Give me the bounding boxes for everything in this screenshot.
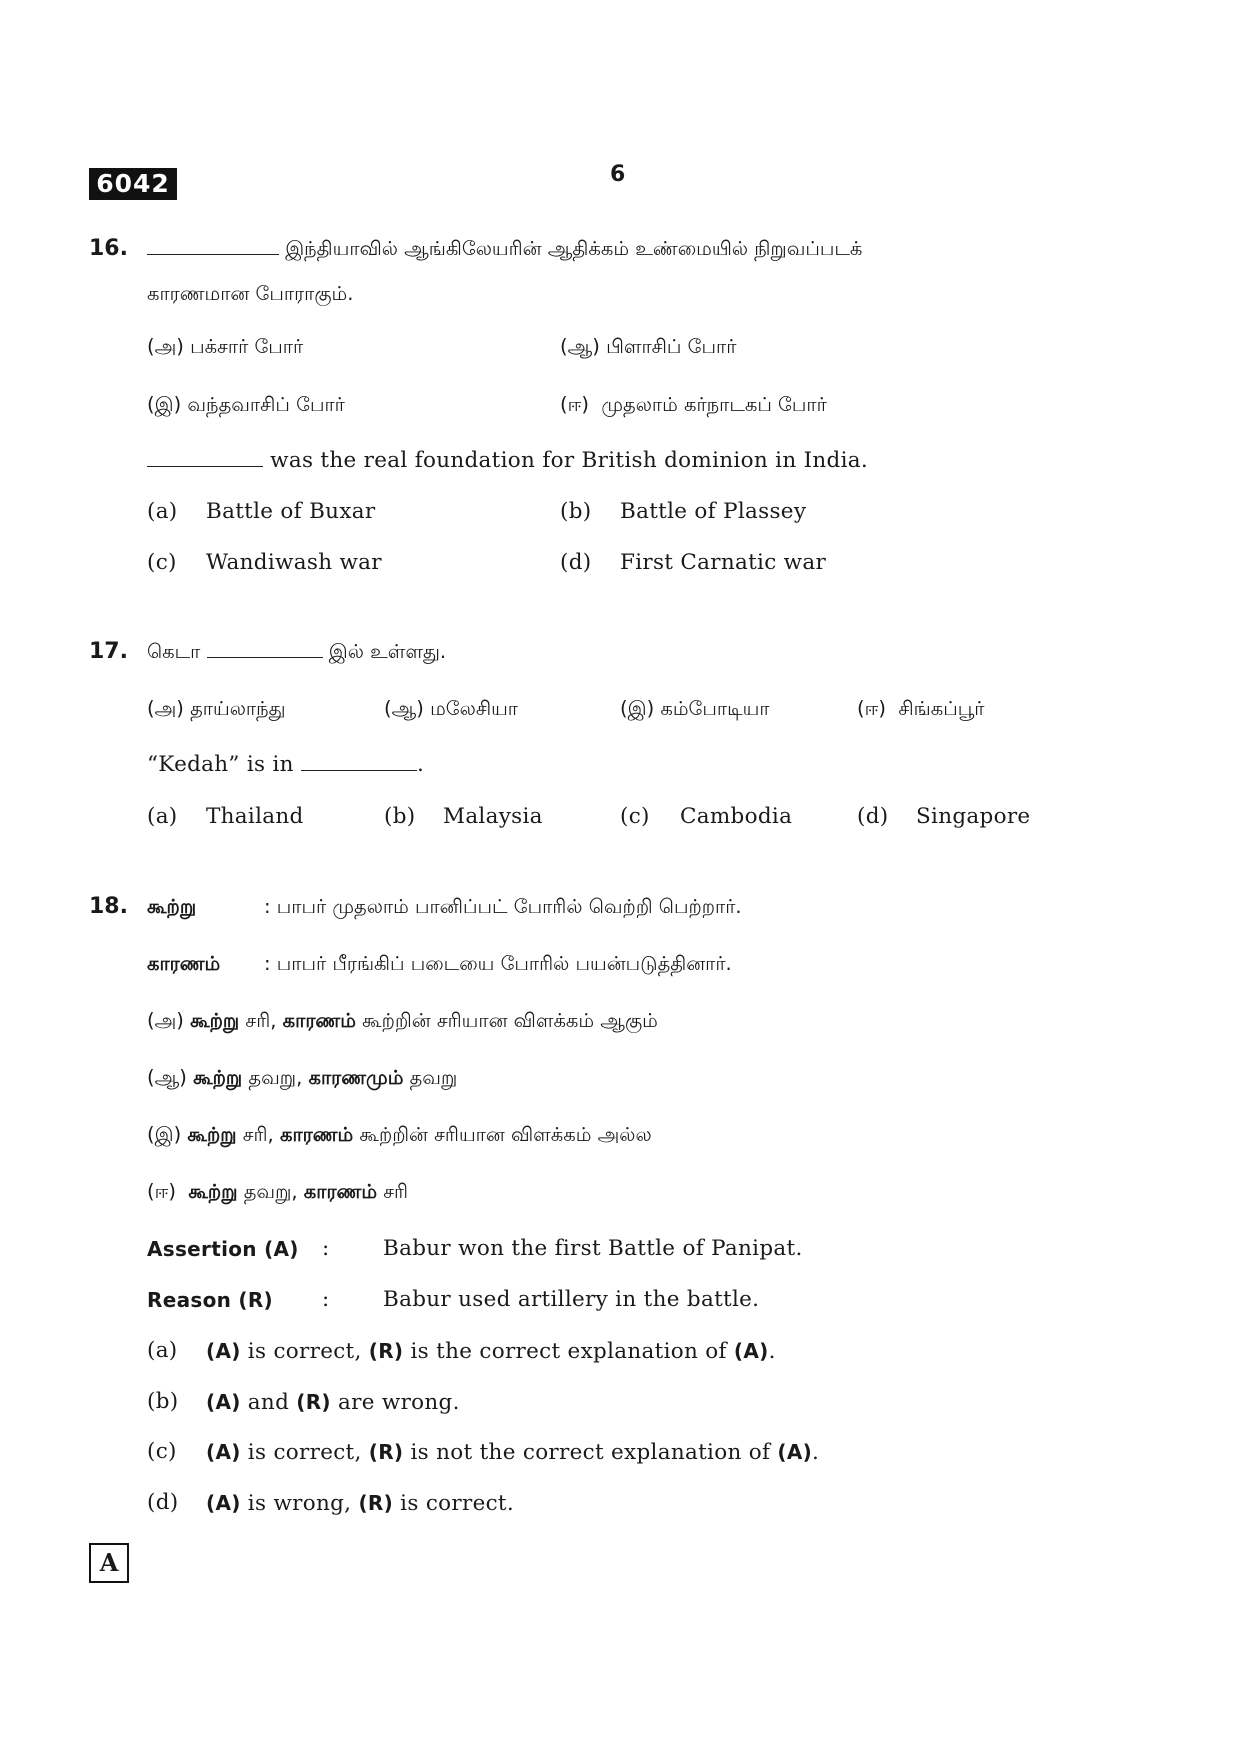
reason-tamil-text: : பாபர் பீரங்கிப் படையை போரில் பயன்படுத்தினார். xyxy=(264,952,732,975)
q17-ta-option-a: (அ) தாய்லாந்து xyxy=(147,697,286,720)
reason-english-text: Babur used artillery in the battle. xyxy=(383,1287,760,1312)
q18-en-option-b-label: (b) xyxy=(147,1389,179,1414)
option-text-run: and xyxy=(240,1390,297,1415)
option-text-run: is correct. xyxy=(393,1491,515,1516)
bold-reference: (R) xyxy=(358,1491,394,1515)
option-text-run: . xyxy=(768,1339,776,1364)
bold-reference: (R) xyxy=(296,1390,331,1414)
q17-en-option-d-label: (d) xyxy=(857,804,889,829)
q16-en-option-b: Battle of Plassey xyxy=(620,499,807,524)
question-16-number: 16. xyxy=(89,236,128,261)
assertion-english-label: Assertion (A) xyxy=(147,1237,299,1261)
page-number: 6 xyxy=(610,162,626,187)
q17-en-option-c-label: (c) xyxy=(620,804,650,829)
q18-en-option-c xyxy=(206,1437,819,1468)
q17-ta-option-b: (ஆ) மலேசியா xyxy=(384,697,518,720)
q17-en-option-a: Thailand xyxy=(206,804,304,829)
q18-en-option-d xyxy=(206,1488,514,1519)
question-17-tamil: கெடா இல் உள்ளது. xyxy=(147,640,447,663)
assertion-tamil-label: கூற்று xyxy=(147,895,197,918)
q16-en-option-c-label: (c) xyxy=(147,550,177,575)
answer-blank xyxy=(147,236,279,255)
bold-reference: (R) xyxy=(368,1440,404,1464)
q16-en-option-c: Wandiwash war xyxy=(206,550,382,575)
q16-en-option-a-label: (a) xyxy=(147,499,178,524)
q17-en-option-d: Singapore xyxy=(916,804,1031,829)
q17-en-option-a-label: (a) xyxy=(147,804,178,829)
answer-blank xyxy=(207,639,323,658)
reason-colon: : xyxy=(322,1287,330,1312)
bold-reference: (A) xyxy=(733,1339,769,1363)
question-16-english: was the real foundation for British dominion in India. xyxy=(147,446,868,476)
q18-ta-option-d: (ஈ) கூற்று தவறு, காரணம் சரி xyxy=(147,1180,409,1203)
question-16-tamil-line2: காரணமான போராகும். xyxy=(147,282,354,305)
bold-reference: (A) xyxy=(777,1440,813,1464)
question-17-number: 17. xyxy=(89,639,128,664)
reason-tamil-label: காரணம் xyxy=(147,952,221,975)
option-text-run: is correct, xyxy=(240,1440,369,1465)
option-text-run: is the correct explanation of xyxy=(403,1339,734,1364)
q18-en-option-d-label: (d) xyxy=(147,1490,179,1515)
option-text-run: is not the correct explanation of xyxy=(403,1440,778,1465)
answer-blank xyxy=(301,752,417,771)
assertion-english-text: Babur won the first Battle of Panipat. xyxy=(383,1236,803,1261)
bold-reference: (R) xyxy=(368,1339,404,1363)
q16-en-option-d-label: (d) xyxy=(560,550,592,575)
q16-ta-option-c: (இ) வந்தவாசிப் போர் xyxy=(147,393,345,416)
question-17-english: “Kedah” is in . xyxy=(147,752,425,777)
q17-ta-option-c: (இ) கம்போடியா xyxy=(620,697,770,720)
q18-ta-option-b: (ஆ) கூற்று தவறு, காரணமும் தவறு xyxy=(147,1066,458,1089)
q18-en-option-a-label: (a) xyxy=(147,1338,178,1363)
q16-en-option-a: Battle of Buxar xyxy=(206,499,376,524)
q16-ta-option-b: (ஆ) பிளாசிப் போர் xyxy=(560,335,737,358)
question-16-tamil-line1: இந்தியாவில் ஆங்கிலேயரின் ஆதிக்கம் உண்மையில் நிறுவப்படக் xyxy=(147,234,862,264)
q16-en-option-b-label: (b) xyxy=(560,499,592,524)
q18-en-option-a xyxy=(206,1336,776,1367)
q16-ta-option-a: (அ) பக்சார் போர் xyxy=(147,335,304,358)
assertion-colon: : xyxy=(322,1236,330,1261)
option-text-run: are wrong. xyxy=(330,1390,460,1415)
question-paper-code: 6042 xyxy=(89,168,177,200)
q17-en-option-b: Malaysia xyxy=(443,804,543,829)
q16-en-option-d: First Carnatic war xyxy=(620,550,827,575)
option-text-run: is wrong, xyxy=(240,1491,359,1516)
q18-ta-option-c: (இ) கூற்று சரி, காரணம் கூற்றின் சரியான விளக்கம் அல்ல xyxy=(147,1123,652,1146)
answer-blank xyxy=(147,448,263,467)
q18-en-option-c-label: (c) xyxy=(147,1439,177,1464)
q18-en-option-b xyxy=(206,1387,460,1418)
option-text-run: . xyxy=(812,1440,820,1465)
bold-reference: (A) xyxy=(206,1491,241,1515)
bold-reference: (A) xyxy=(206,1440,241,1464)
q17-en-option-c: Cambodia xyxy=(680,804,793,829)
q18-ta-option-a: (அ) கூற்று சரி, காரணம் கூற்றின் சரியான விளக்கம் ஆகும் xyxy=(147,1009,658,1032)
bold-reference: (A) xyxy=(206,1339,241,1363)
option-text-run: is correct, xyxy=(240,1339,369,1364)
bold-reference: (A) xyxy=(206,1390,241,1414)
q16-ta-option-d: (ஈ) முதலாம் கர்நாடகப் போர் xyxy=(560,393,827,416)
assertion-tamil-text: : பாபர் முதலாம் பானிப்பட் போரில் வெற்றி பெற்றார். xyxy=(264,895,742,918)
q17-en-option-b-label: (b) xyxy=(384,804,416,829)
reason-english-label: Reason (R) xyxy=(147,1288,273,1312)
question-18-number: 18. xyxy=(89,894,128,919)
q17-ta-option-d: (ஈ) சிங்கப்பூர் xyxy=(857,697,985,720)
series-code-box: A xyxy=(89,1543,129,1583)
